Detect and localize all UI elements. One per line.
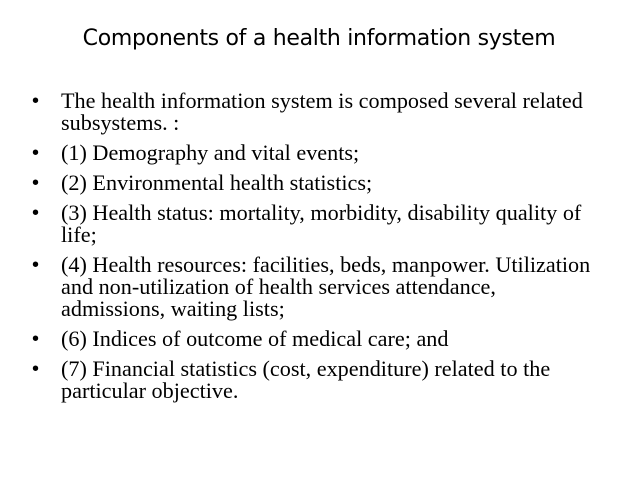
bullet-dot-icon: • [32,90,40,112]
bullet-item-health-status [32,202,592,246]
bullet-text: (2) Environmental health statistics; [61,170,373,195]
bullet-item-outcome-indices [32,328,592,350]
bullet-dot-icon: • [32,202,40,224]
bullet-text: (6) Indices of outcome of medical care; and [61,326,449,351]
bullet-dot-icon: • [32,358,40,380]
bullet-dot-icon: • [32,172,40,194]
bullet-dot-icon: • [32,328,40,350]
slide-title: Components of a health information system [82,26,556,51]
bullet-text: The health information system is composed several related subsystems. : [61,88,583,135]
bullet-dot-icon: • [32,142,40,164]
bullet-text: (3) Health status: mortality, morbidity, disability quality of life; [61,200,582,247]
bullet-list [32,90,592,410]
bullet-dot-icon: • [32,254,40,276]
bullet-item-environmental [32,172,592,194]
bullet-item-demography [32,142,592,164]
bullet-text: (7) Financial statistics (cost, expenditure) related to the particular objective. [61,356,551,403]
bullet-item-health-resources [32,254,592,320]
bullet-item-intro [32,90,592,134]
bullet-item-financial [32,358,592,402]
bullet-text: (4) Health resources: facilities, beds, manpower. Utilization and non-utilization of health services attendance, admissions, waiting lists; [61,252,591,321]
bullet-text: (1) Demography and vital events; [61,140,360,165]
